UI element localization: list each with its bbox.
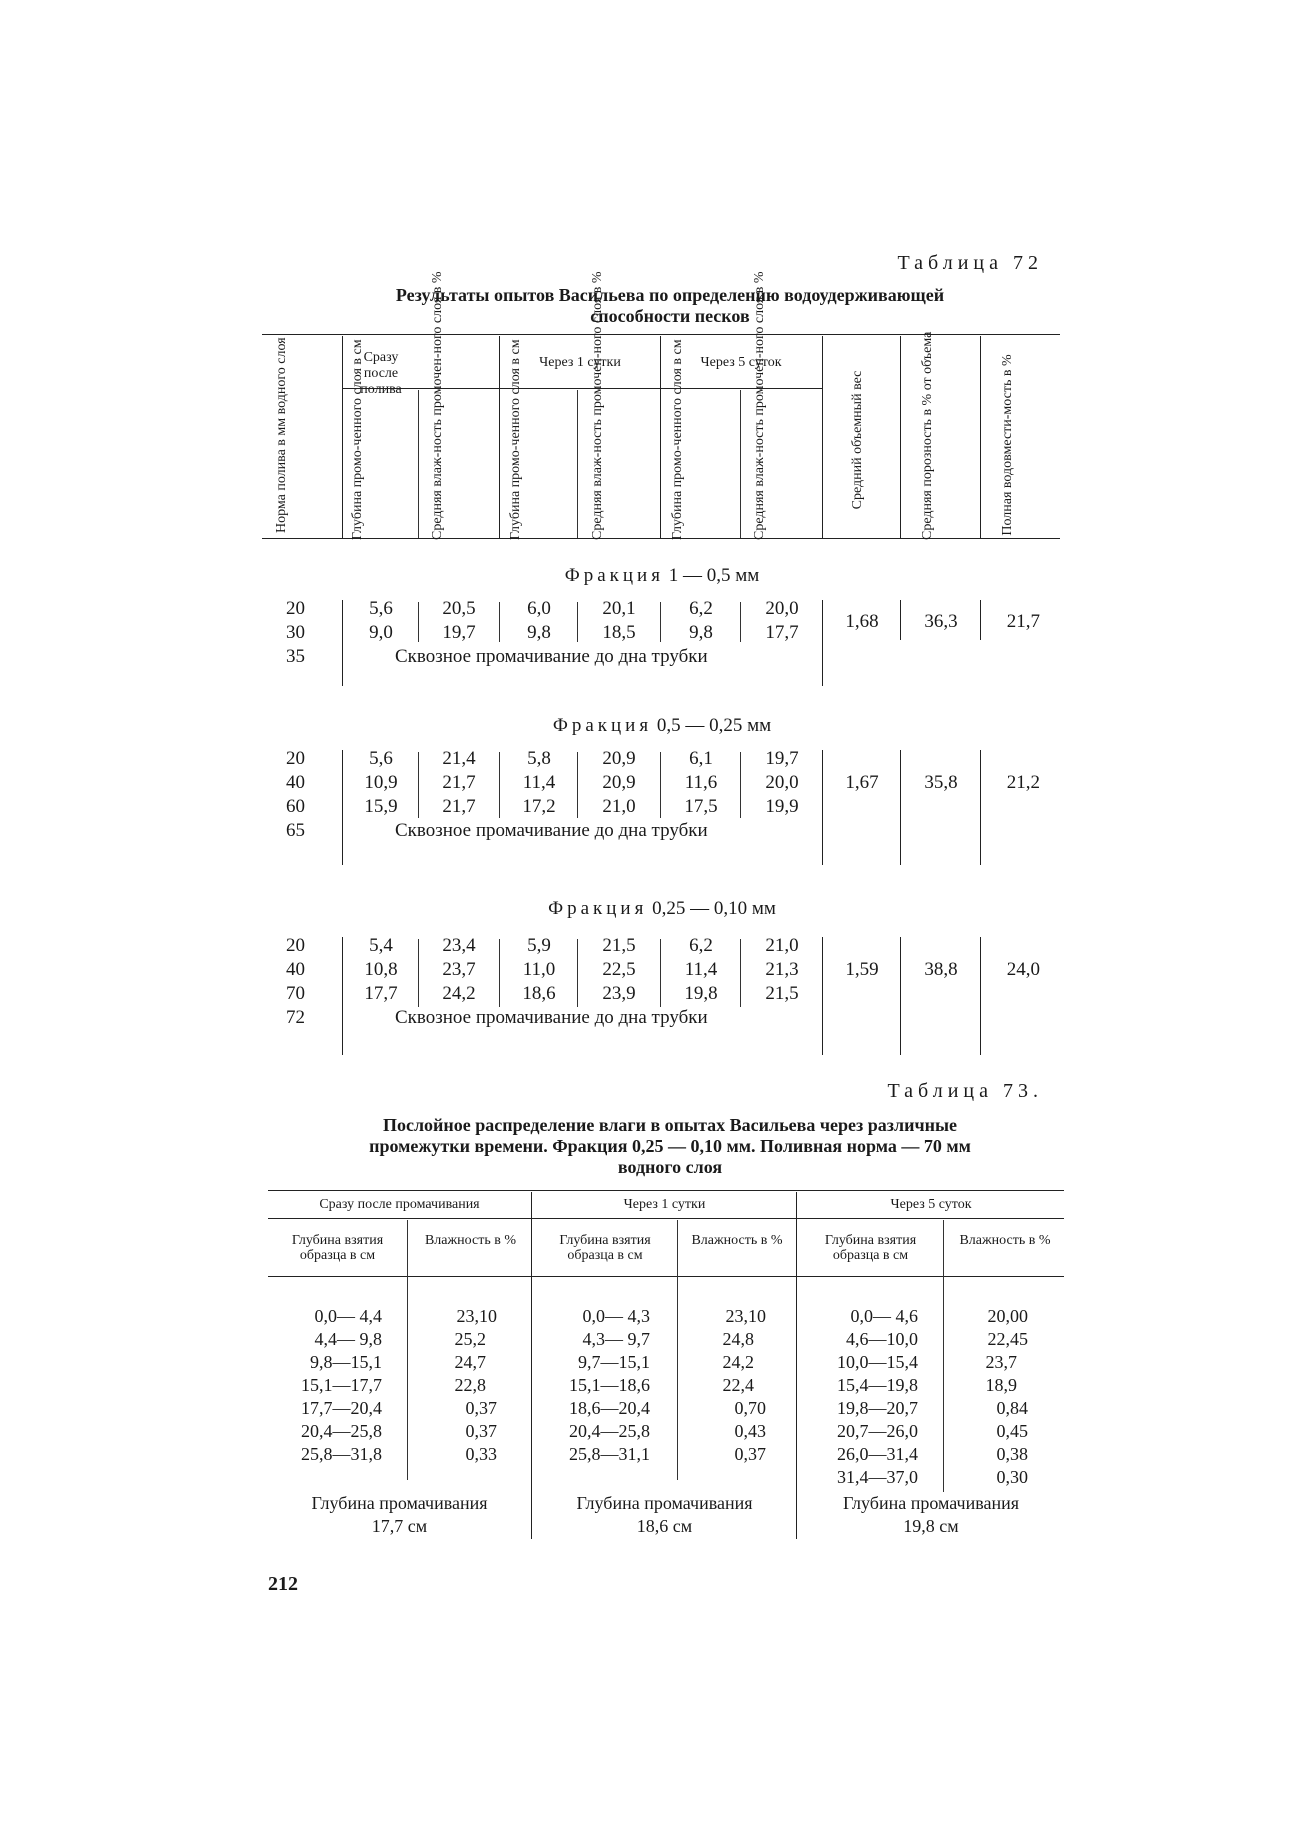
table-72-header-divider: [342, 336, 343, 538]
fraction-3-border: [822, 937, 823, 1055]
moisture-value: 21,7: [442, 772, 476, 793]
moisture-value: 23,10: [725, 1306, 766, 1326]
depth-value: 11,4: [684, 959, 718, 980]
moisture-value: 22,5: [602, 959, 636, 980]
table-72-header-porosity: Средняя порозность в % от объема: [920, 331, 935, 540]
fraction-2-border: [980, 750, 981, 865]
volume-weight-value: 1,59: [845, 959, 879, 980]
table-72-header-divider: [577, 390, 578, 538]
table-73-title: [270, 1115, 1070, 1178]
table-72-header-depth-2: Глубина промо-ченного слоя в см: [508, 339, 523, 540]
moisture-value: 24,8: [722, 1329, 754, 1349]
table-72-group-header-2: Через 1 сутки: [539, 355, 621, 370]
capacity-value: 21,2: [1006, 772, 1040, 793]
capacity-value: 21,7: [1006, 611, 1040, 632]
fraction-1-border: [342, 600, 343, 686]
fraction-2-border: [900, 750, 901, 865]
fraction-word: Фракция: [552, 715, 653, 736]
depth-range: 20,4—25,8: [301, 1421, 382, 1441]
moisture-value: 18,5: [602, 622, 636, 643]
table-73-label: Таблица 73.: [887, 1080, 1043, 1102]
norm-value: 30: [286, 622, 305, 643]
depth-range: 0,0— 4,6: [850, 1306, 918, 1326]
table-73-group-divider: [531, 1192, 532, 1539]
norm-value: 60: [286, 796, 305, 817]
norm-value: 20: [286, 935, 305, 956]
table-72-top-rule: [262, 334, 1060, 335]
table-row: [286, 621, 305, 645]
fraction-1-border: [980, 600, 981, 640]
fraction-range: 0,25 — 0,10 мм: [652, 898, 776, 919]
moisture-value: 20,0: [765, 598, 799, 619]
depth-value: 17,7: [364, 983, 398, 1004]
moisture-value: 22,45: [987, 1329, 1028, 1349]
fraction-3-divider: [577, 939, 578, 1007]
table-73-top-rule: [268, 1190, 1064, 1191]
moisture-value: 24,2: [442, 983, 476, 1004]
depth-range: 9,8—15,1: [310, 1352, 382, 1372]
depth-value: 10,8: [364, 959, 398, 980]
through-wetting-note: Сквозное промачивание до дна трубки: [395, 820, 708, 841]
norm-value: 70: [286, 983, 305, 1004]
fraction-2-divider: [418, 752, 419, 818]
depth-value: 19,8: [684, 983, 718, 1004]
moisture-value: 0,70: [734, 1398, 766, 1418]
norm-value: 40: [286, 772, 305, 793]
depth-value: 17,2: [522, 796, 556, 817]
fraction-3-divider: [418, 939, 419, 1007]
moisture-value: 0,38: [996, 1444, 1028, 1464]
table-72-title-line-1: Результаты опытов Васильева по определению водоудерживающей: [395, 285, 945, 305]
depth-value: 18,6: [522, 983, 556, 1004]
wetting-depth-summary: [268, 1492, 531, 1538]
moisture-value: 24,7: [454, 1352, 486, 1372]
fraction-heading-2: [362, 715, 962, 737]
depth-value: 5,4: [369, 935, 393, 956]
moisture-value: 23,4: [442, 935, 476, 956]
table-72-header-moist-3: Средняя влаж-ность промочен-ного слоя в %: [752, 271, 767, 540]
moisture-value: 0,37: [734, 1444, 766, 1464]
table-72-header-depth-1: Глубина промо-ченного слоя в см: [350, 339, 365, 540]
fraction-3-divider: [740, 939, 741, 1007]
depth-value: 10,9: [364, 772, 398, 793]
moisture-value: 20,9: [602, 772, 636, 793]
depth-value: 6,2: [689, 598, 713, 619]
moisture-value: 20,9: [602, 748, 636, 769]
table-72-header-depth-3: Глубина промо-ченного слоя в см: [670, 339, 685, 540]
moisture-value: 21,5: [602, 935, 636, 956]
wetting-depth-label: Глубина промачивания: [311, 1493, 488, 1513]
depth-value: 9,8: [527, 622, 551, 643]
wetting-depth-label: Глубина промачивания: [842, 1493, 1020, 1513]
depth-column-header: Глубина взятия образца в см: [291, 1233, 384, 1263]
depth-column-header: Глубина взятия образца в см: [824, 1233, 917, 1263]
fraction-word: Фракция: [548, 898, 648, 919]
table-72-header-divider: [418, 390, 419, 538]
depth-range: 15,1—17,7: [301, 1375, 382, 1395]
moisture-value: 24,2: [722, 1352, 754, 1372]
norm-value: 35: [286, 646, 305, 667]
table-73-column-divider: [943, 1220, 944, 1492]
depth-range: 4,3— 9,7: [582, 1329, 650, 1349]
moisture-value: 20,0: [765, 772, 799, 793]
moisture-value: 0,84: [996, 1398, 1028, 1418]
volume-weight-value: 1,67: [845, 772, 879, 793]
depth-value: 17,5: [684, 796, 718, 817]
depth-value: 5,6: [369, 598, 393, 619]
fraction-2-divider: [660, 752, 661, 818]
table-73-title-line-1: Послойное распределение влаги в опытах Васильева через различные: [382, 1115, 958, 1135]
depth-range: 15,1—18,6: [569, 1375, 650, 1395]
fraction-heading-1: [362, 565, 962, 587]
depth-range: 18,6—20,4: [569, 1398, 650, 1418]
depth-value: 5,9: [527, 935, 551, 956]
moisture-value: 20,1: [602, 598, 636, 619]
wetting-depth-value: 18,6 см: [636, 1516, 693, 1536]
fraction-2-divider: [740, 752, 741, 818]
depth-range: 9,7—15,1: [578, 1352, 650, 1372]
porosity-value: 38,8: [924, 959, 958, 980]
fraction-3-border: [980, 937, 981, 1055]
table-73-group-title: Сразу после промачивания: [319, 1197, 480, 1212]
depth-range: 4,6—10,0: [846, 1329, 918, 1349]
fraction-range: 1 — 0,5 мм: [668, 565, 760, 586]
moisture-value: 19,7: [765, 748, 799, 769]
table-72-header-norm: Норма полива в мм водного слоя: [274, 337, 289, 533]
fraction-1-divider: [660, 602, 661, 642]
table-72-title: [320, 285, 1020, 327]
fraction-1-divider: [418, 602, 419, 642]
volume-weight-value: 1,68: [845, 611, 879, 632]
moisture-value: 22,4: [722, 1375, 754, 1395]
depth-value: 5,8: [527, 748, 551, 769]
fraction-3-divider: [499, 939, 500, 1007]
moisture-value: 0,37: [465, 1421, 497, 1441]
moisture-value: 21,4: [442, 748, 476, 769]
fraction-3-border: [342, 937, 343, 1055]
moisture-value: 19,7: [442, 622, 476, 643]
wetting-depth-value: 19,8 см: [903, 1516, 959, 1536]
depth-value: 9,8: [689, 622, 713, 643]
table-72-group-header-1: Сразу после полива: [360, 350, 402, 397]
depth-range: 31,4—37,0: [837, 1467, 918, 1487]
depth-column-header: Глубина взятия образца в см: [559, 1233, 651, 1263]
fraction-word: Фракция: [564, 565, 664, 586]
moisture-value: 22,8: [454, 1375, 486, 1395]
table-72-header-moist-2: Средняя влаж-ность промочен-ного слоя в %: [590, 271, 605, 540]
fraction-range: 0,5 — 0,25 мм: [656, 715, 772, 736]
fraction-2-divider: [577, 752, 578, 818]
table-72-header-capacity: Полная водовмести-мость в %: [1000, 354, 1015, 536]
table-72-header-divider: [822, 336, 823, 538]
moisture-value: 21,7: [442, 796, 476, 817]
through-wetting-note: Сквозное промачивание до дна трубки: [395, 1007, 708, 1028]
depth-range: 25,8—31,1: [569, 1444, 650, 1464]
depth-value: 5,6: [369, 748, 393, 769]
fraction-1-divider: [577, 602, 578, 642]
moisture-value: 23,10: [456, 1306, 497, 1326]
moisture-column-header: Влажность в %: [424, 1233, 517, 1248]
table-72-header-divider: [740, 390, 741, 538]
table-72-group-header-3: Через 5 суток: [700, 355, 782, 370]
moisture-value: 21,0: [602, 796, 636, 817]
norm-value: 40: [286, 959, 305, 980]
fraction-1-divider: [740, 602, 741, 642]
depth-value: 15,9: [364, 796, 398, 817]
moisture-value: 23,9: [602, 983, 636, 1004]
moisture-value: 0,30: [996, 1467, 1028, 1487]
moisture-value: 21,3: [765, 959, 799, 980]
depth-range: 25,8—31,8: [301, 1444, 382, 1464]
table-73-column-divider: [677, 1220, 678, 1480]
table-73-group-title: Через 1 сутки: [623, 1197, 706, 1212]
depth-range: 0,0— 4,3: [582, 1306, 650, 1326]
moisture-value: 0,37: [465, 1398, 497, 1418]
depth-value: 9,0: [369, 622, 393, 643]
fraction-2-border: [822, 750, 823, 865]
porosity-value: 35,8: [924, 772, 958, 793]
page-number: 212: [268, 1573, 298, 1595]
depth-value: 6,2: [689, 935, 713, 956]
wetting-depth-label: Глубина промачивания: [576, 1493, 753, 1513]
depth-range: 19,8—20,7: [837, 1398, 918, 1418]
fraction-3-divider: [660, 939, 661, 1007]
wetting-depth-value: 17,7 см: [371, 1516, 428, 1536]
moisture-value: 21,5: [765, 983, 799, 1004]
table-72-header-weight: Средний объемный вес: [850, 370, 865, 510]
fraction-1-border: [822, 600, 823, 686]
depth-range: 10,0—15,4: [837, 1352, 918, 1372]
through-wetting-note: Сквозное промачивание до дна трубки: [395, 646, 708, 667]
moisture-column-header: Влажность в %: [691, 1233, 783, 1248]
wetting-depth-summary: [533, 1492, 796, 1538]
moisture-value: 25,2: [454, 1329, 486, 1349]
depth-value: 6,1: [689, 748, 713, 769]
depth-range: 4,4— 9,8: [314, 1329, 382, 1349]
porosity-value: 36,3: [924, 611, 958, 632]
depth-value: 6,0: [527, 598, 551, 619]
table-73-title-line-2: промежутки времени. Фракция 0,25 — 0,10 мм. Поливная норма — 70 мм: [369, 1136, 971, 1156]
moisture-value: 17,7: [765, 622, 799, 643]
fraction-2-border: [342, 750, 343, 865]
fraction-1-divider: [499, 602, 500, 642]
moisture-value: 21,0: [765, 935, 799, 956]
moisture-value: 0,43: [734, 1421, 766, 1441]
fraction-3-border: [900, 937, 901, 1055]
moisture-value: 0,45: [996, 1421, 1028, 1441]
table-72-label: Таблица 72: [897, 252, 1043, 274]
table-72-header-divider: [900, 336, 901, 538]
depth-value: 11,6: [684, 772, 718, 793]
fraction-heading-3: [362, 898, 962, 920]
table-72-title-line-2: способности песков: [590, 306, 750, 326]
moisture-value: 18,9: [985, 1375, 1017, 1395]
norm-value: 65: [286, 820, 305, 841]
moisture-value: 20,5: [442, 598, 476, 619]
depth-range: 26,0—31,4: [837, 1444, 918, 1464]
wetting-depth-summary: [798, 1492, 1064, 1538]
depth-range: 15,4—19,8: [837, 1375, 918, 1395]
norm-value: 20: [286, 598, 305, 619]
table-73-column-divider: [407, 1220, 408, 1480]
table-73-group-rule: [268, 1218, 1064, 1219]
depth-range: 0,0— 4,4: [314, 1306, 382, 1326]
norm-value: 20: [286, 748, 305, 769]
moisture-value: 0,33: [465, 1444, 497, 1464]
moisture-value: 20,00: [987, 1306, 1028, 1326]
table-row: [286, 597, 305, 621]
capacity-value: 24,0: [1006, 959, 1040, 980]
depth-value: 11,0: [522, 959, 556, 980]
table-72-header-moist-1: Средняя влаж-ность промочен-ного слоя в %: [430, 271, 445, 540]
moisture-value: 19,9: [765, 796, 799, 817]
moisture-value: 23,7: [442, 959, 476, 980]
moisture-value: 23,7: [985, 1352, 1017, 1372]
table-72-header-divider: [980, 336, 981, 538]
fraction-1-border: [900, 600, 901, 640]
fraction-2-divider: [499, 752, 500, 818]
norm-value: 72: [286, 1007, 305, 1028]
table-73-group-divider: [796, 1192, 797, 1539]
table-73-header-bottom-rule: [268, 1276, 1064, 1277]
depth-value: 11,4: [522, 772, 556, 793]
depth-range: 20,7—26,0: [837, 1421, 918, 1441]
table-73-group-title: Через 5 суток: [890, 1197, 972, 1212]
moisture-column-header: Влажность в %: [959, 1233, 1051, 1248]
depth-range: 17,7—20,4: [301, 1398, 382, 1418]
table-73-title-line-3: водного слоя: [617, 1157, 723, 1177]
depth-range: 20,4—25,8: [569, 1421, 650, 1441]
